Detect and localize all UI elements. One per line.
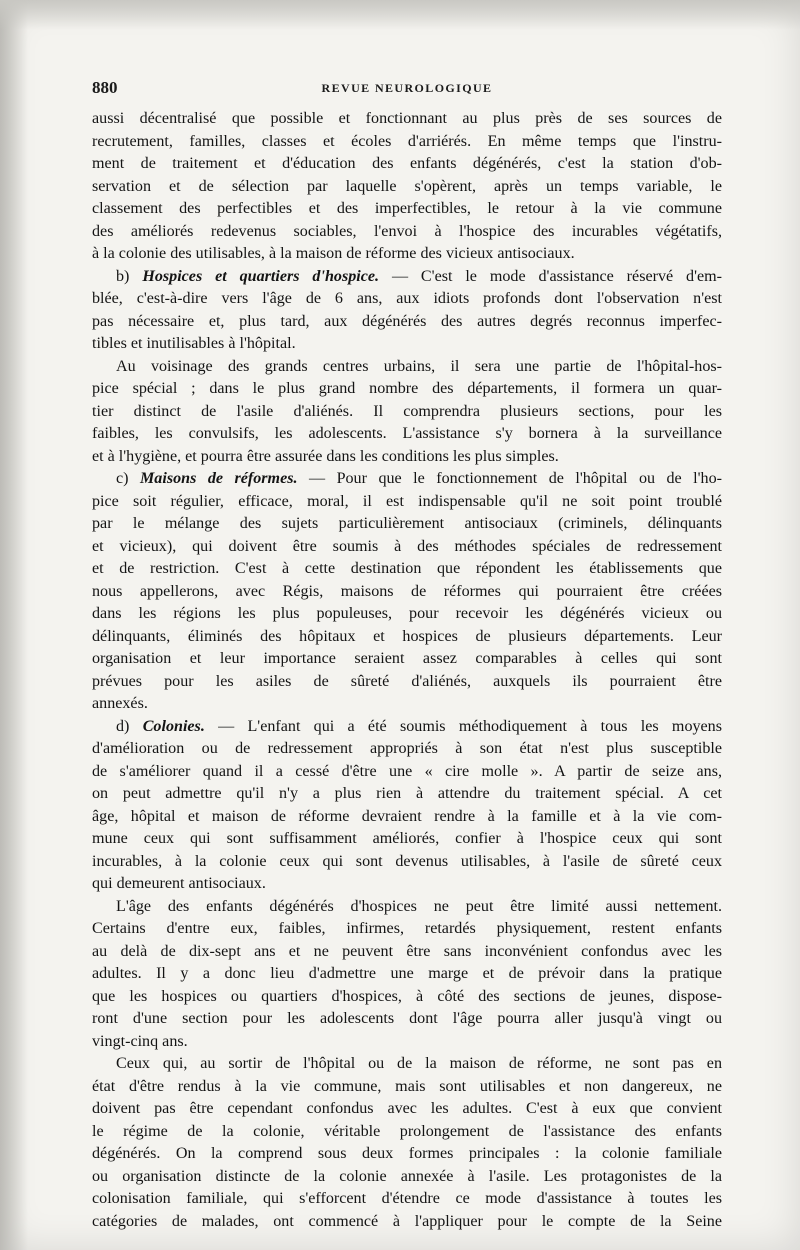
paragraph-line: on peut admettre qu'il n'y a plus rien à attendre du traitement spécial. A cet <box>92 785 722 802</box>
line-text: — Pour que le fonctionnement de l'hôpital ou de l'ho- <box>297 470 722 487</box>
paragraph <box>92 468 722 716</box>
paragraph-line: au delà de dix-sept ans et ne peuvent être sans inconvénient confondus avec les <box>92 942 722 960</box>
line-text: — L'enfant qui a été soumis méthodiquement à tous les moyens <box>204 717 722 735</box>
paragraph-line: recrutement, familles, classes et écoles d'arriérés. En même temps que l'instru- <box>92 132 722 150</box>
paragraph-line: ront d'une section pour les adolescents dont l'âge pourra aller jusqu'à vingt ou <box>92 1010 722 1027</box>
paragraph-line: pice spécial ; dans le plus grand nombre des départements, il formera un quar- <box>92 380 722 397</box>
paragraph-line: tier distinct de l'asile d'aliénés. Il comprendra plusieurs sections, pour les <box>92 402 722 420</box>
paragraph-line: nous appellerons, avec Régis, maisons de réformes qui pourraient être créées <box>92 582 722 600</box>
paragraph-line <box>92 468 722 491</box>
paragraph-line: à la colonie des utilisables, à la maison de réforme des vicieux antisociaux. <box>92 245 575 262</box>
page-number: 880 <box>92 78 118 97</box>
paragraph-line: faibles, les convulsifs, les adolescents. L'assistance s'y bornera à la surveillance <box>92 425 722 442</box>
list-marker: c) <box>116 470 140 487</box>
paragraph-line: délinquants, éliminés des hôpitaux et hospices de plusieurs départements. Leur <box>92 627 722 645</box>
paragraph-line: de s'améliorer quand il a cessé d'être une « cire molle ». A partir de seize ans, <box>92 762 722 780</box>
paragraph-line: L'âge des enfants dégénérés d'hospices ne peut être limité aussi nettement. <box>116 897 722 915</box>
body-text <box>92 108 722 1233</box>
paragraph-line: classement des perfectibles et des imperfectibles, le retour à la vie commune <box>92 200 722 217</box>
list-marker: d) <box>116 717 143 735</box>
paragraph-line: d'amélioration ou de redressement appropriés à son état n'est plus susceptible <box>92 740 722 757</box>
line-text: — C'est le mode d'assistance réservé d'em- <box>379 267 723 285</box>
paragraph-line: état d'être rendus à la vie commune, mais sont utilisables et non dangereux, ne <box>92 1077 722 1095</box>
paragraph-line: des améliorés redevenus sociables, l'envoi à l'hospice des incurables végétatifs, <box>92 222 722 240</box>
running-title: REVUE NEUROLOGIQUE <box>321 81 493 95</box>
paragraph-line: servation et de sélection par laquelle s'opèrent, après un temps variable, le <box>92 177 722 195</box>
paragraph-line: le régime de la colonie, véritable prolongement de l'assistance des enfants <box>92 1122 722 1140</box>
paragraph-line: et de restriction. C'est à cette destination que répondent les établissements que <box>92 560 722 577</box>
paragraph <box>92 266 722 356</box>
section-label: Maisons de réformes. <box>139 470 298 487</box>
paragraph-line: pice soit régulier, efficace, moral, il est indispensable qu'il ne soit point troublé <box>92 492 722 510</box>
paragraph-line: mune ceux qui sont suffisamment améliorés, confier à l'hospice ceux qui sont <box>92 830 722 847</box>
paragraph-line: Au voisinage des grands centres urbains, il sera une partie de l'hôpital-hos- <box>116 357 722 375</box>
paragraph <box>92 108 722 266</box>
paragraph <box>92 356 722 469</box>
paragraph-line: que les hospices ou quartiers d'hospices, à côté des sections de jeunes, dispose- <box>92 987 722 1005</box>
binding-shadow <box>0 0 28 1250</box>
paragraph-line <box>92 716 722 739</box>
paragraph-line: ment de traitement et d'éducation des enfants dégénérés, c'est la station d'ob- <box>92 155 722 172</box>
paragraph-line: prévues pour les asiles de sûreté d'aliénés, auxquels ils pourraient être <box>92 672 722 690</box>
paragraph-line: catégories de malades, ont commencé à l'appliquer pour le compte de la Seine <box>92 1212 722 1230</box>
paragraph-line: par le mélange des sujets particulièrement antisociaux (criminels, délinquants <box>92 515 722 532</box>
paragraph-line: adultes. Il y a donc lieu d'admettre une marge et de prévoir dans la pratique <box>92 965 722 982</box>
paragraph-line <box>92 266 722 289</box>
paragraph-line: annexés. <box>92 695 148 712</box>
paragraph <box>92 716 722 896</box>
top-edge-shadow <box>0 0 800 30</box>
paragraph-line: et à l'hygiène, et pourra être assurée dans les conditions les plus simples. <box>92 447 559 465</box>
paragraph <box>92 1053 722 1233</box>
paragraph <box>92 896 722 1054</box>
list-marker: b) <box>116 267 143 285</box>
paragraph-line: incurables, à la colonie ceux qui sont devenus utilisables, à l'asile de sûreté ceux <box>92 852 722 870</box>
paragraph-line: âge, hôpital et maison de réforme devraient rendre à la famille et à la vie com- <box>92 807 722 825</box>
paragraph-line: vingt-cinq ans. <box>92 1032 188 1050</box>
paragraph-line: et vicieux), qui doivent être soumis à des méthodes spéciales de redressement <box>92 537 722 555</box>
paragraph-line: Ceux qui, au sortir de l'hôpital ou de la maison de réforme, ne sont pas en <box>116 1055 722 1072</box>
paragraph-line: tibles et inutilisables à l'hôpital. <box>92 335 296 352</box>
paragraph-line: pas nécessaire et, plus tard, aux dégénérés des autres degrés reconnus imperfec- <box>92 312 722 330</box>
paragraph-line: blée, c'est-à-dire vers l'âge de 6 ans, aux idiots profonds dont l'observation n'est <box>92 290 722 307</box>
section-label: Colonies. <box>142 717 205 735</box>
paragraph-line: ou organisation distincte de la colonie annexée à l'asile. Les protagonistes de la <box>92 1167 722 1185</box>
paragraph-line: aussi décentralisé que possible et fonctionnant au plus près de ses sources de <box>92 110 722 127</box>
paragraph-line: doivent pas être cependant confondus avec les adultes. C'est à eux que convient <box>92 1100 722 1117</box>
paragraph-line: colonisation familiale, qui s'efforcent d'étendre ce mode d'assistance à toutes les <box>92 1190 722 1207</box>
paragraph-line: dégénérés. On la comprend sous deux formes principales : la colonie familiale <box>92 1145 722 1162</box>
paragraph-line: dans les régions les plus populeuses, pour recevoir les dégénérés vicieux ou <box>92 605 722 622</box>
paragraph-line: organisation et leur importance seraient assez comparables à celles qui sont <box>92 650 722 667</box>
paragraph-line: Certains d'entre eux, faibles, infirmes, retardés physiquement, restent enfants <box>92 920 722 937</box>
page-header <box>92 78 722 100</box>
section-label: Hospices et quartiers d'hospice. <box>142 267 380 285</box>
paragraph-line: qui demeurent antisociaux. <box>92 875 266 892</box>
